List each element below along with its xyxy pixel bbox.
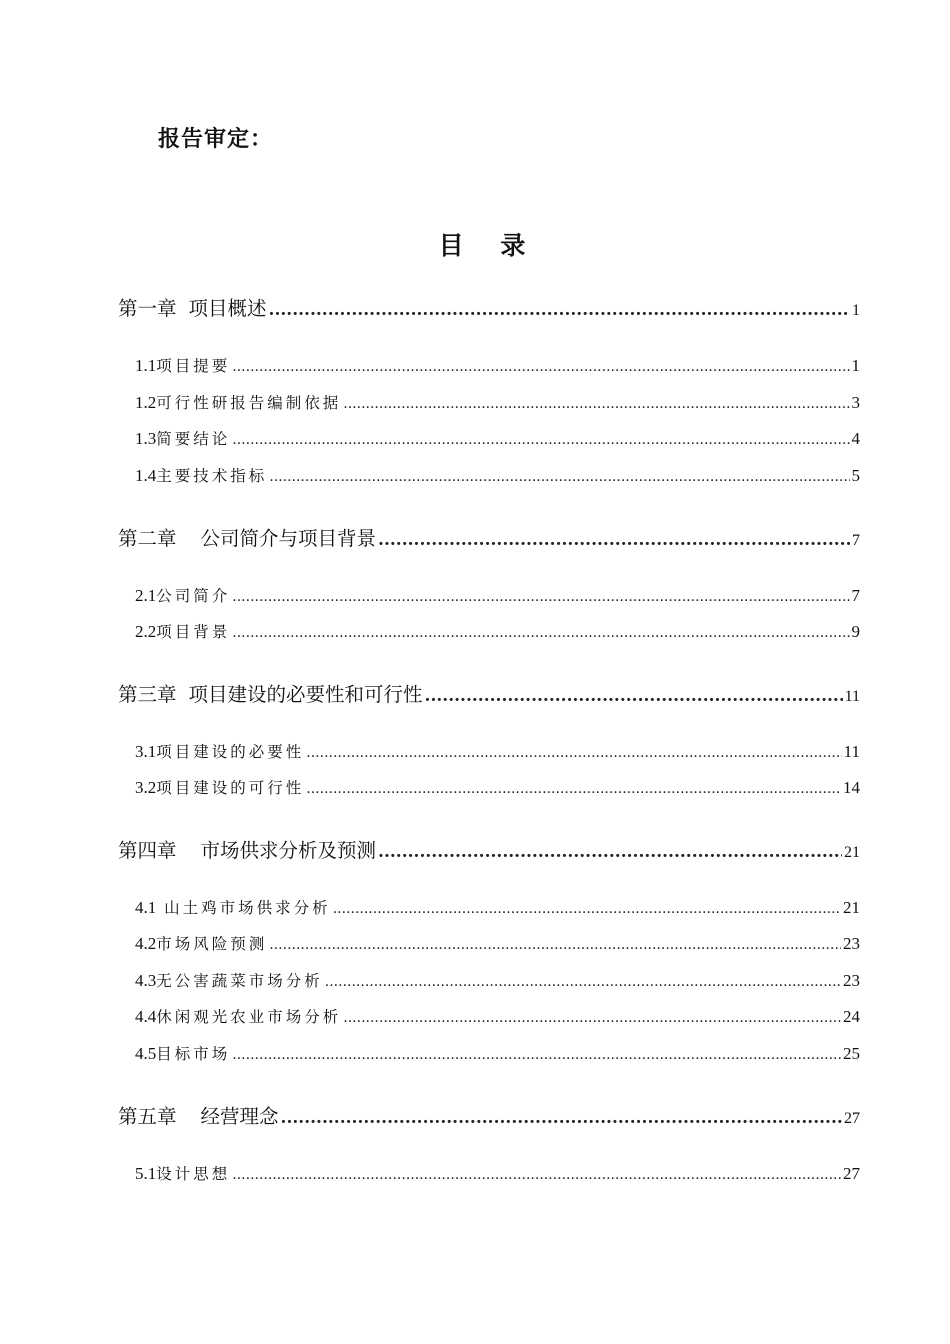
dot-leader xyxy=(269,300,850,320)
toc-section-2-1[interactable] xyxy=(135,584,860,606)
chapter-title: 项目概述 xyxy=(188,297,267,320)
dot-leader xyxy=(232,589,849,605)
section-title: 主要技术指标 xyxy=(156,467,268,485)
dot-leader xyxy=(306,745,841,761)
chapter-title: 公司简介与项目背景 xyxy=(200,527,377,550)
section-title: 项目建设的必要性 xyxy=(156,743,305,761)
section-title: 可行性研报告编制依据 xyxy=(156,394,342,412)
chapter-label: 第二章 xyxy=(118,527,177,550)
section-title: 项目提要 xyxy=(156,357,231,375)
section-title: 市场风险预测 xyxy=(156,935,268,953)
section-number: 4.1 xyxy=(135,898,157,917)
page-number: 7 xyxy=(851,586,860,605)
toc-section-3-1[interactable] xyxy=(135,740,860,762)
chapter-label: 第三章 xyxy=(118,683,177,706)
dot-leader xyxy=(325,974,841,990)
page-number: 14 xyxy=(843,778,860,797)
page-number: 1 xyxy=(851,356,860,375)
dot-leader xyxy=(269,937,841,953)
dot-leader xyxy=(269,469,849,485)
dot-leader xyxy=(378,530,850,550)
toc-section-1-2[interactable] xyxy=(135,391,860,413)
section-title: 设计思想 xyxy=(156,1165,231,1183)
section-number: 4.4 xyxy=(135,1007,157,1026)
toc-section-2-2[interactable] xyxy=(135,620,860,642)
page-number: 24 xyxy=(843,1007,860,1026)
section-number: 3.2 xyxy=(135,778,157,797)
toc-section-3-2[interactable] xyxy=(135,776,860,798)
page-number: 27 xyxy=(843,1164,860,1183)
page-number: 21 xyxy=(844,844,860,861)
section-number: 2.1 xyxy=(135,586,157,605)
page-number: 25 xyxy=(843,1044,860,1063)
dot-leader xyxy=(281,1108,842,1128)
section-title: 山土鸡市场供求分析 xyxy=(156,899,331,917)
section-number: 1.2 xyxy=(135,393,157,412)
section-number: 4.3 xyxy=(135,971,157,990)
toc-section-1-4[interactable] xyxy=(135,464,860,486)
section-title: 项目背景 xyxy=(156,623,231,641)
page-number: 21 xyxy=(843,898,860,917)
dot-leader xyxy=(378,842,842,862)
dot-leader xyxy=(232,432,849,448)
section-number: 5.1 xyxy=(135,1164,157,1183)
chapter-label: 第五章 xyxy=(118,1105,177,1128)
page-number: 4 xyxy=(851,429,860,448)
page-number: 11 xyxy=(843,742,860,761)
section-number: 1.4 xyxy=(135,466,157,485)
toc-chapter-2[interactable] xyxy=(118,523,860,551)
toc-section-5-1[interactable] xyxy=(135,1162,860,1184)
dot-leader xyxy=(306,781,841,797)
page-number: 3 xyxy=(851,393,860,412)
page-number: 11 xyxy=(844,688,860,705)
section-title: 简要结论 xyxy=(156,430,231,448)
section-title: 休闲观光农业市场分析 xyxy=(156,1008,342,1026)
toc-section-4-3[interactable] xyxy=(135,969,860,991)
dot-leader xyxy=(232,1047,841,1063)
chapter-label: 第一章 xyxy=(118,297,177,320)
section-title: 项目建设的可行性 xyxy=(156,779,305,797)
section-number: 2.2 xyxy=(135,622,157,641)
toc-section-1-1[interactable] xyxy=(135,354,860,376)
dot-leader xyxy=(232,625,849,641)
page-number: 5 xyxy=(851,466,860,485)
dot-leader xyxy=(425,686,843,706)
chapter-title: 项目建设的必要性和可行性 xyxy=(188,683,423,706)
chapter-label: 第四章 xyxy=(118,839,177,862)
section-number: 4.5 xyxy=(135,1044,157,1063)
page-number: 7 xyxy=(852,532,860,549)
toc-section-4-2[interactable] xyxy=(135,932,860,954)
toc-chapter-1[interactable] xyxy=(118,293,860,321)
page-number: 23 xyxy=(843,934,860,953)
toc-section-4-4[interactable] xyxy=(135,1005,860,1027)
section-number: 4.2 xyxy=(135,934,157,953)
toc-section-4-5[interactable] xyxy=(135,1042,860,1064)
dot-leader xyxy=(232,1167,841,1183)
section-title: 无公害蔬菜市场分析 xyxy=(156,972,323,990)
page-number: 23 xyxy=(843,971,860,990)
page-number: 9 xyxy=(851,622,860,641)
toc-chapter-5[interactable] xyxy=(118,1101,860,1129)
dot-leader xyxy=(232,359,849,375)
chapter-title: 经营理念 xyxy=(200,1105,279,1128)
toc-section-4-1[interactable] xyxy=(135,896,860,918)
dot-leader xyxy=(333,901,841,917)
page-number: 27 xyxy=(844,1110,860,1127)
dot-leader xyxy=(343,396,849,412)
chapter-title: 市场供求分析及预测 xyxy=(200,839,377,862)
toc-chapter-4[interactable] xyxy=(118,835,860,863)
section-number: 1.3 xyxy=(135,429,157,448)
section-title: 公司简介 xyxy=(156,587,231,605)
section-number: 3.1 xyxy=(135,742,157,761)
toc-title: 目 录 xyxy=(438,231,540,260)
page-number: 1 xyxy=(852,302,860,319)
dot-leader xyxy=(343,1010,841,1026)
toc-chapter-3[interactable] xyxy=(118,679,860,707)
report-approval-label: 报告审定： xyxy=(158,127,274,152)
section-number: 1.1 xyxy=(135,356,157,375)
section-title: 目标市场 xyxy=(156,1045,231,1063)
toc-section-1-3[interactable] xyxy=(135,427,860,449)
